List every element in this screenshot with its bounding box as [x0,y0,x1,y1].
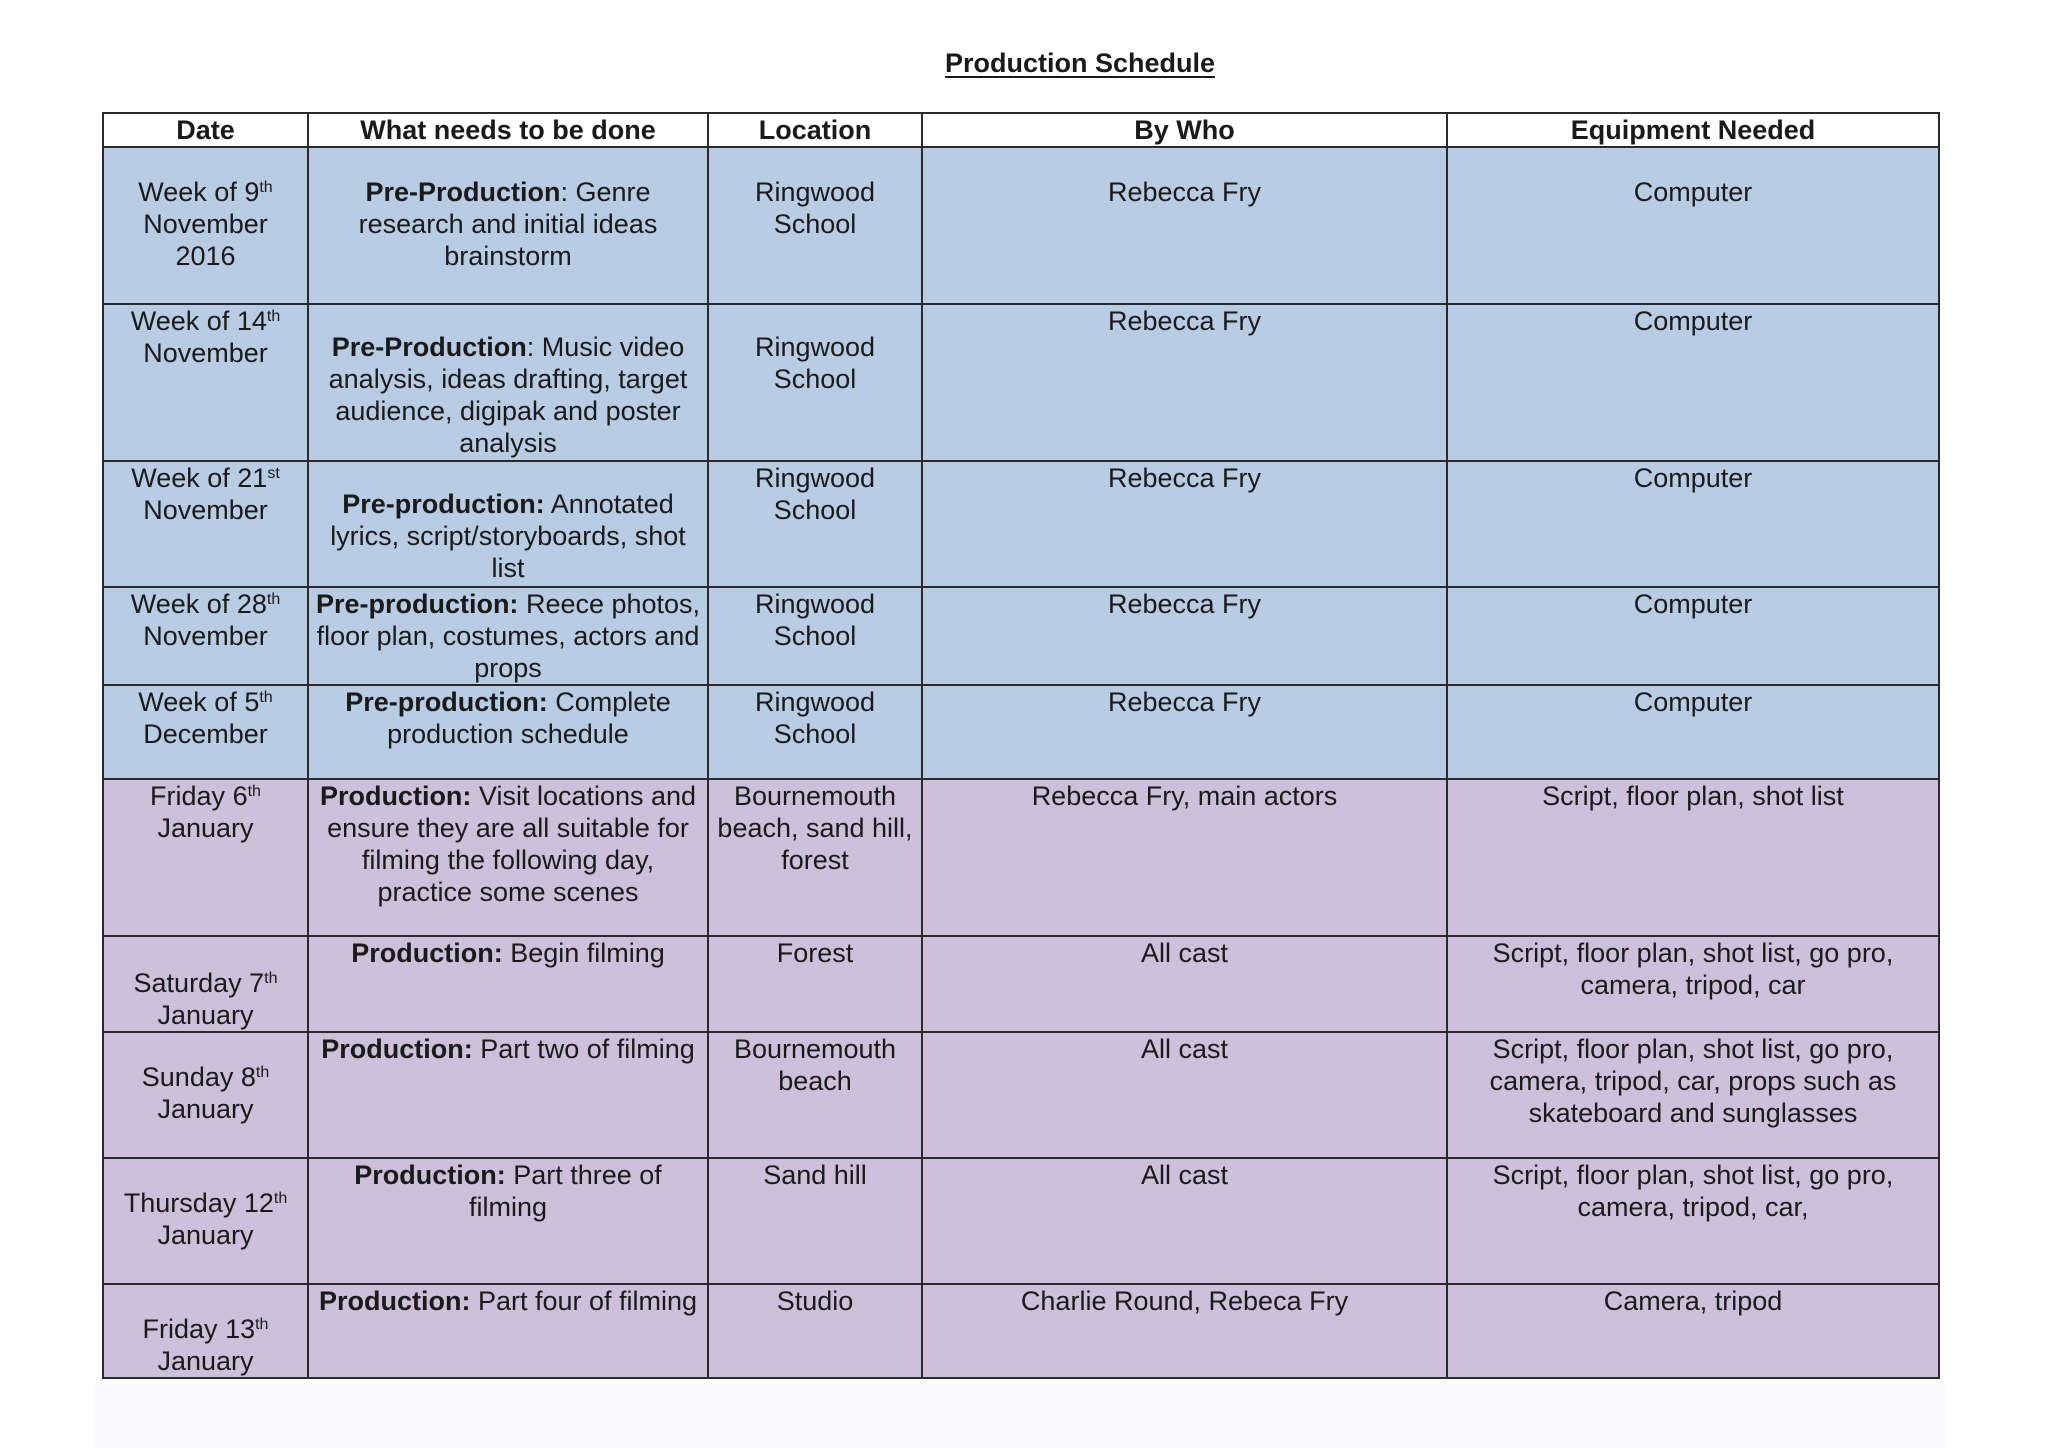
date-rest: November [143,338,268,368]
date-rest: January [157,1346,254,1376]
table-row [103,587,1939,685]
task-description: : Genre research and initial ideas brainstorm [358,177,658,271]
table-row [103,1284,1939,1378]
date-cell [103,304,308,461]
task-phase: Pre-Production [365,177,561,207]
by-who-cell: Charlie Round, Rebeca Fry [922,1284,1447,1378]
task-phase: Pre-production: [342,489,545,519]
task-description: Begin filming [502,938,665,968]
date-rest: December [143,719,268,749]
date-rest: January [157,1220,254,1250]
date-ordinal: th [247,783,261,800]
task-phase: Production: [354,1160,506,1190]
by-who-cell: All cast [922,936,1447,1032]
location-cell: Sand hill [708,1158,922,1284]
equipment-cell: Computer [1447,587,1939,685]
equipment-cell: Script, floor plan, shot list, go pro, camera, tripod, car, [1447,1158,1939,1284]
task-cell [308,1158,708,1284]
date-cell [103,685,308,779]
task-cell [308,587,708,685]
table-row [103,685,1939,779]
date-text: Week of 28 [130,589,267,619]
task-description: Part two of filming [472,1034,695,1064]
task-cell [308,685,708,779]
task-description: Part three of filming [468,1160,662,1222]
date-text: Week of 21 [131,463,268,493]
table-header-row [103,113,1939,147]
table-row [103,304,1939,461]
task-cell [308,779,708,936]
date-text: Saturday 7 [133,968,265,998]
page-bottom-shade [95,1380,1945,1448]
date-ordinal: th [259,689,273,706]
equipment-cell: Script, floor plan, shot list, go pro, camera, tripod, car [1447,936,1939,1032]
column-header-equipment: Equipment Needed [1447,113,1939,147]
document-title: Production Schedule [944,48,1216,78]
equipment-cell: Computer [1447,147,1939,304]
task-phase: Production: [318,1286,471,1316]
date-ordinal: st [267,465,280,482]
task-phase: Pre-production: [315,589,519,619]
date-rest: November [143,495,268,525]
date-rest: January [157,813,254,843]
date-cell [103,936,308,1032]
column-header-task: What needs to be done [308,113,708,147]
table-row [103,779,1939,936]
date-rest: November 2016 [143,209,268,271]
table-row [103,461,1939,587]
date-text: Friday 13 [142,1314,256,1344]
task-phase: Production: [351,938,503,968]
task-cell [308,1284,708,1378]
date-text: Friday 6 [150,781,248,811]
by-who-cell: Rebecca Fry, main actors [922,779,1447,936]
date-text: Week of 5 [138,687,260,717]
location-cell: Bournemouth beach, sand hill, forest [708,779,922,936]
task-phase: Production: [319,781,472,811]
location-cell: Ringwood School [708,304,922,461]
equipment-cell: Camera, tripod [1447,1284,1939,1378]
date-cell [103,147,308,304]
by-who-cell: All cast [922,1158,1447,1284]
location-cell: Ringwood School [708,587,922,685]
by-who-cell: Rebecca Fry [922,685,1447,779]
date-rest: January [157,1000,254,1030]
table-row [103,1032,1939,1158]
date-ordinal: th [266,308,281,325]
column-header-by-who: By Who [922,113,1447,147]
date-cell [103,1158,308,1284]
date-rest: January [157,1094,254,1124]
table-row [103,1158,1939,1284]
date-ordinal: th [264,970,278,987]
by-who-cell: All cast [922,1032,1447,1158]
date-text: Week of 14 [130,306,267,336]
date-ordinal: th [266,591,281,608]
by-who-cell: Rebecca Fry [922,147,1447,304]
by-who-cell: Rebecca Fry [922,461,1447,587]
column-header-date: Date [103,113,308,147]
equipment-cell: Computer [1447,461,1939,587]
task-cell [308,936,708,1032]
task-cell [308,304,708,461]
task-description: Complete production schedule [387,687,671,749]
column-header-location: Location [708,113,922,147]
production-schedule-table [102,112,1940,1379]
date-text: Week of 9 [138,177,260,207]
date-text: Sunday 8 [141,1062,256,1092]
date-cell [103,1284,308,1378]
table-row [103,147,1939,304]
location-cell: Studio [708,1284,922,1378]
location-cell: Ringwood School [708,685,922,779]
task-cell [308,147,708,304]
date-ordinal: th [273,1190,288,1207]
date-ordinal: th [259,179,273,196]
task-phase: Pre-production: [345,687,548,717]
date-ordinal: th [255,1316,269,1333]
task-cell [308,461,708,587]
date-cell [103,779,308,936]
date-text: Thursday 12 [123,1188,274,1218]
date-rest: November [143,621,268,651]
location-cell: Ringwood School [708,461,922,587]
by-who-cell: Rebecca Fry [922,304,1447,461]
task-description: Reece photos, floor plan, costumes, actors and props [316,589,701,683]
task-cell [308,1032,708,1158]
task-phase: Pre-Production [331,332,527,362]
task-description: Visit locations and ensure they are all suitable for filming the following day, practice some scenes [327,781,697,907]
location-cell: Bournemouth beach [708,1032,922,1158]
location-cell: Forest [708,936,922,1032]
task-phase: Production: [321,1034,473,1064]
date-cell [103,1032,308,1158]
equipment-cell: Script, floor plan, shot list [1447,779,1939,936]
location-cell: Ringwood School [708,147,922,304]
task-description: Annotated lyrics, script/storyboards, shot list [330,489,686,583]
equipment-cell: Computer [1447,304,1939,461]
table-row [103,936,1939,1032]
equipment-cell: Computer [1447,685,1939,779]
task-description: : Music video analysis, ideas drafting, target audience, digipak and poster analysis [328,332,688,458]
task-description: Part four of filming [470,1286,698,1316]
equipment-cell: Script, floor plan, shot list, go pro, camera, tripod, car, props such as skateboard and sunglasses [1447,1032,1939,1158]
by-who-cell: Rebecca Fry [922,587,1447,685]
date-ordinal: th [255,1064,270,1081]
date-cell [103,587,308,685]
date-cell [103,461,308,587]
